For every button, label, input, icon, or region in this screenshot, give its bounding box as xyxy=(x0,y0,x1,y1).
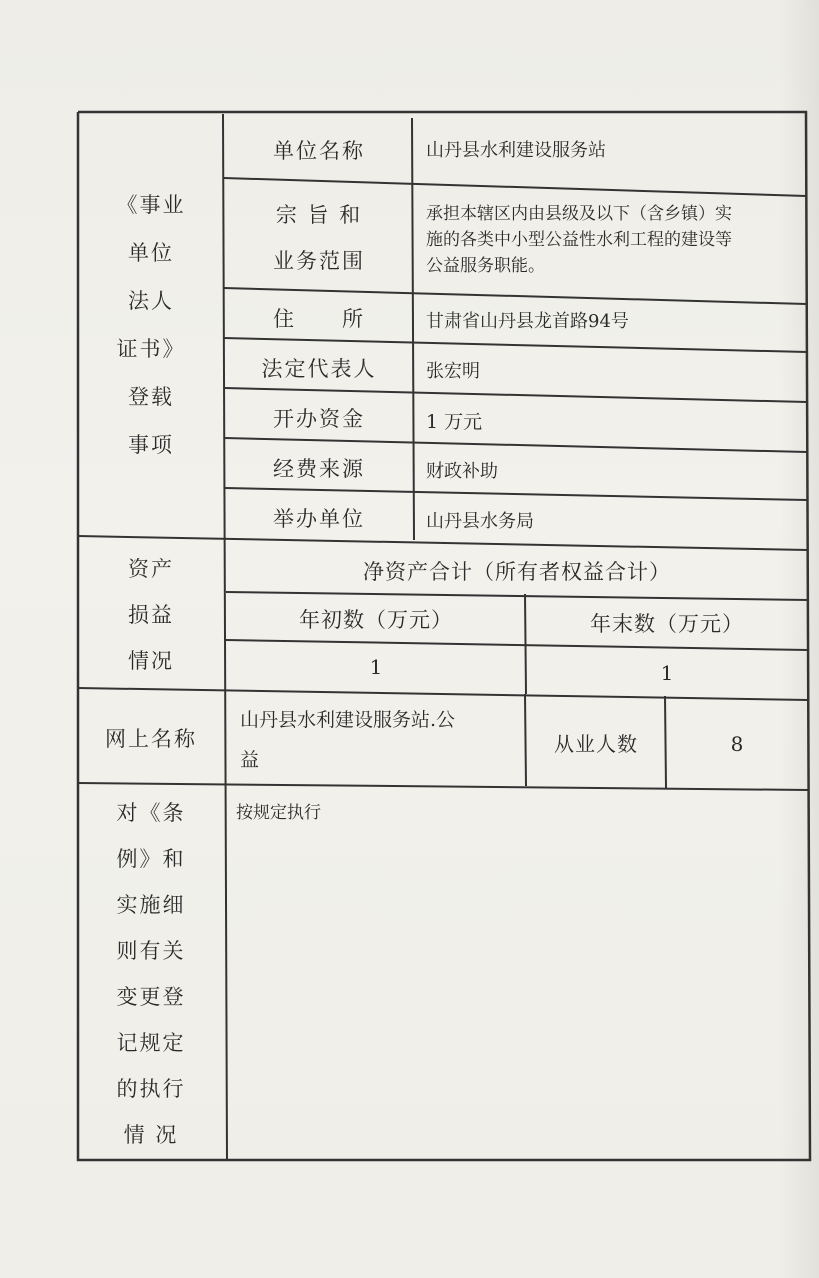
online-name-label: 网上名称 xyxy=(105,727,197,751)
online-name-value xyxy=(228,696,524,784)
capital-label: 开办资金 xyxy=(273,407,365,431)
compliance-label-line: 变更登 xyxy=(116,985,186,1009)
registration-label-line: 单位 xyxy=(128,241,174,265)
staff-count-label: 从业人数 xyxy=(554,731,638,756)
registration-label-line: 证书》 xyxy=(116,337,186,361)
ending-balance-header: 年末数（万元） xyxy=(590,612,744,636)
compliance-label-line: 实施细 xyxy=(116,893,186,917)
assets-label-line: 情况 xyxy=(128,649,174,673)
compliance-label-line: 的执行 xyxy=(116,1077,186,1101)
online-name-line: 山丹县水利建设服务站.公 xyxy=(240,709,456,731)
assets-label-line: 资产 xyxy=(128,557,174,581)
registration-label-line: 《事业 xyxy=(116,193,186,217)
compliance-label-line: 记规定 xyxy=(116,1031,186,1055)
unit-name-label: 单位名称 xyxy=(273,139,365,163)
registration-label-line: 事项 xyxy=(128,433,174,457)
purpose-label-line: 宗 旨 和 xyxy=(275,203,363,227)
compliance-value: 按规定执行 xyxy=(236,802,321,823)
compliance-label-line: 情 况 xyxy=(123,1123,179,1147)
purpose-label xyxy=(226,186,412,290)
beginning-balance-value: 1 xyxy=(369,655,383,679)
assets-label-line: 损益 xyxy=(128,603,174,627)
purpose-label-line: 业务范围 xyxy=(273,249,365,273)
registration-label-line: 法人 xyxy=(128,289,174,313)
compliance-label-line: 例》和 xyxy=(116,847,186,871)
registration-section-label xyxy=(80,180,222,470)
purpose-value-line: 公益服务职能。 xyxy=(426,256,545,276)
online-name-line: 益 xyxy=(240,749,260,771)
unit-name-value: 山丹县水利建设服务站 xyxy=(426,140,606,161)
staff-count-value: 8 xyxy=(730,732,744,756)
compliance-label-line: 则有关 xyxy=(116,939,186,963)
purpose-value-line: 承担本辖区内由县级及以下（含乡镇）实 xyxy=(426,204,732,224)
registration-label-line: 登载 xyxy=(128,385,174,409)
ending-balance-value: 1 xyxy=(660,661,674,685)
compliance-label-line: 对《条 xyxy=(116,801,186,825)
funding-label: 经费来源 xyxy=(273,457,365,481)
address-label: 住 所 xyxy=(273,307,365,331)
legal-rep-label: 法定代表人 xyxy=(261,357,377,381)
net-assets-header: 净资产合计（所有者权益合计） xyxy=(363,560,671,584)
address-value: 甘肃省山丹县龙首路94号 xyxy=(426,311,629,332)
compliance-section-label xyxy=(80,790,222,1158)
legal-rep-value: 张宏明 xyxy=(426,361,480,382)
sponsor-label: 举办单位 xyxy=(273,507,365,531)
purpose-value xyxy=(414,192,806,288)
capital-value: 1 万元 xyxy=(426,410,483,433)
assets-section-label xyxy=(80,545,222,685)
sponsor-value: 山丹县水务局 xyxy=(426,511,534,532)
purpose-value-line: 施的各类中小型公益性水利工程的建设等 xyxy=(426,230,732,250)
beginning-balance-header: 年初数（万元） xyxy=(299,608,453,632)
funding-value: 财政补助 xyxy=(426,461,498,482)
